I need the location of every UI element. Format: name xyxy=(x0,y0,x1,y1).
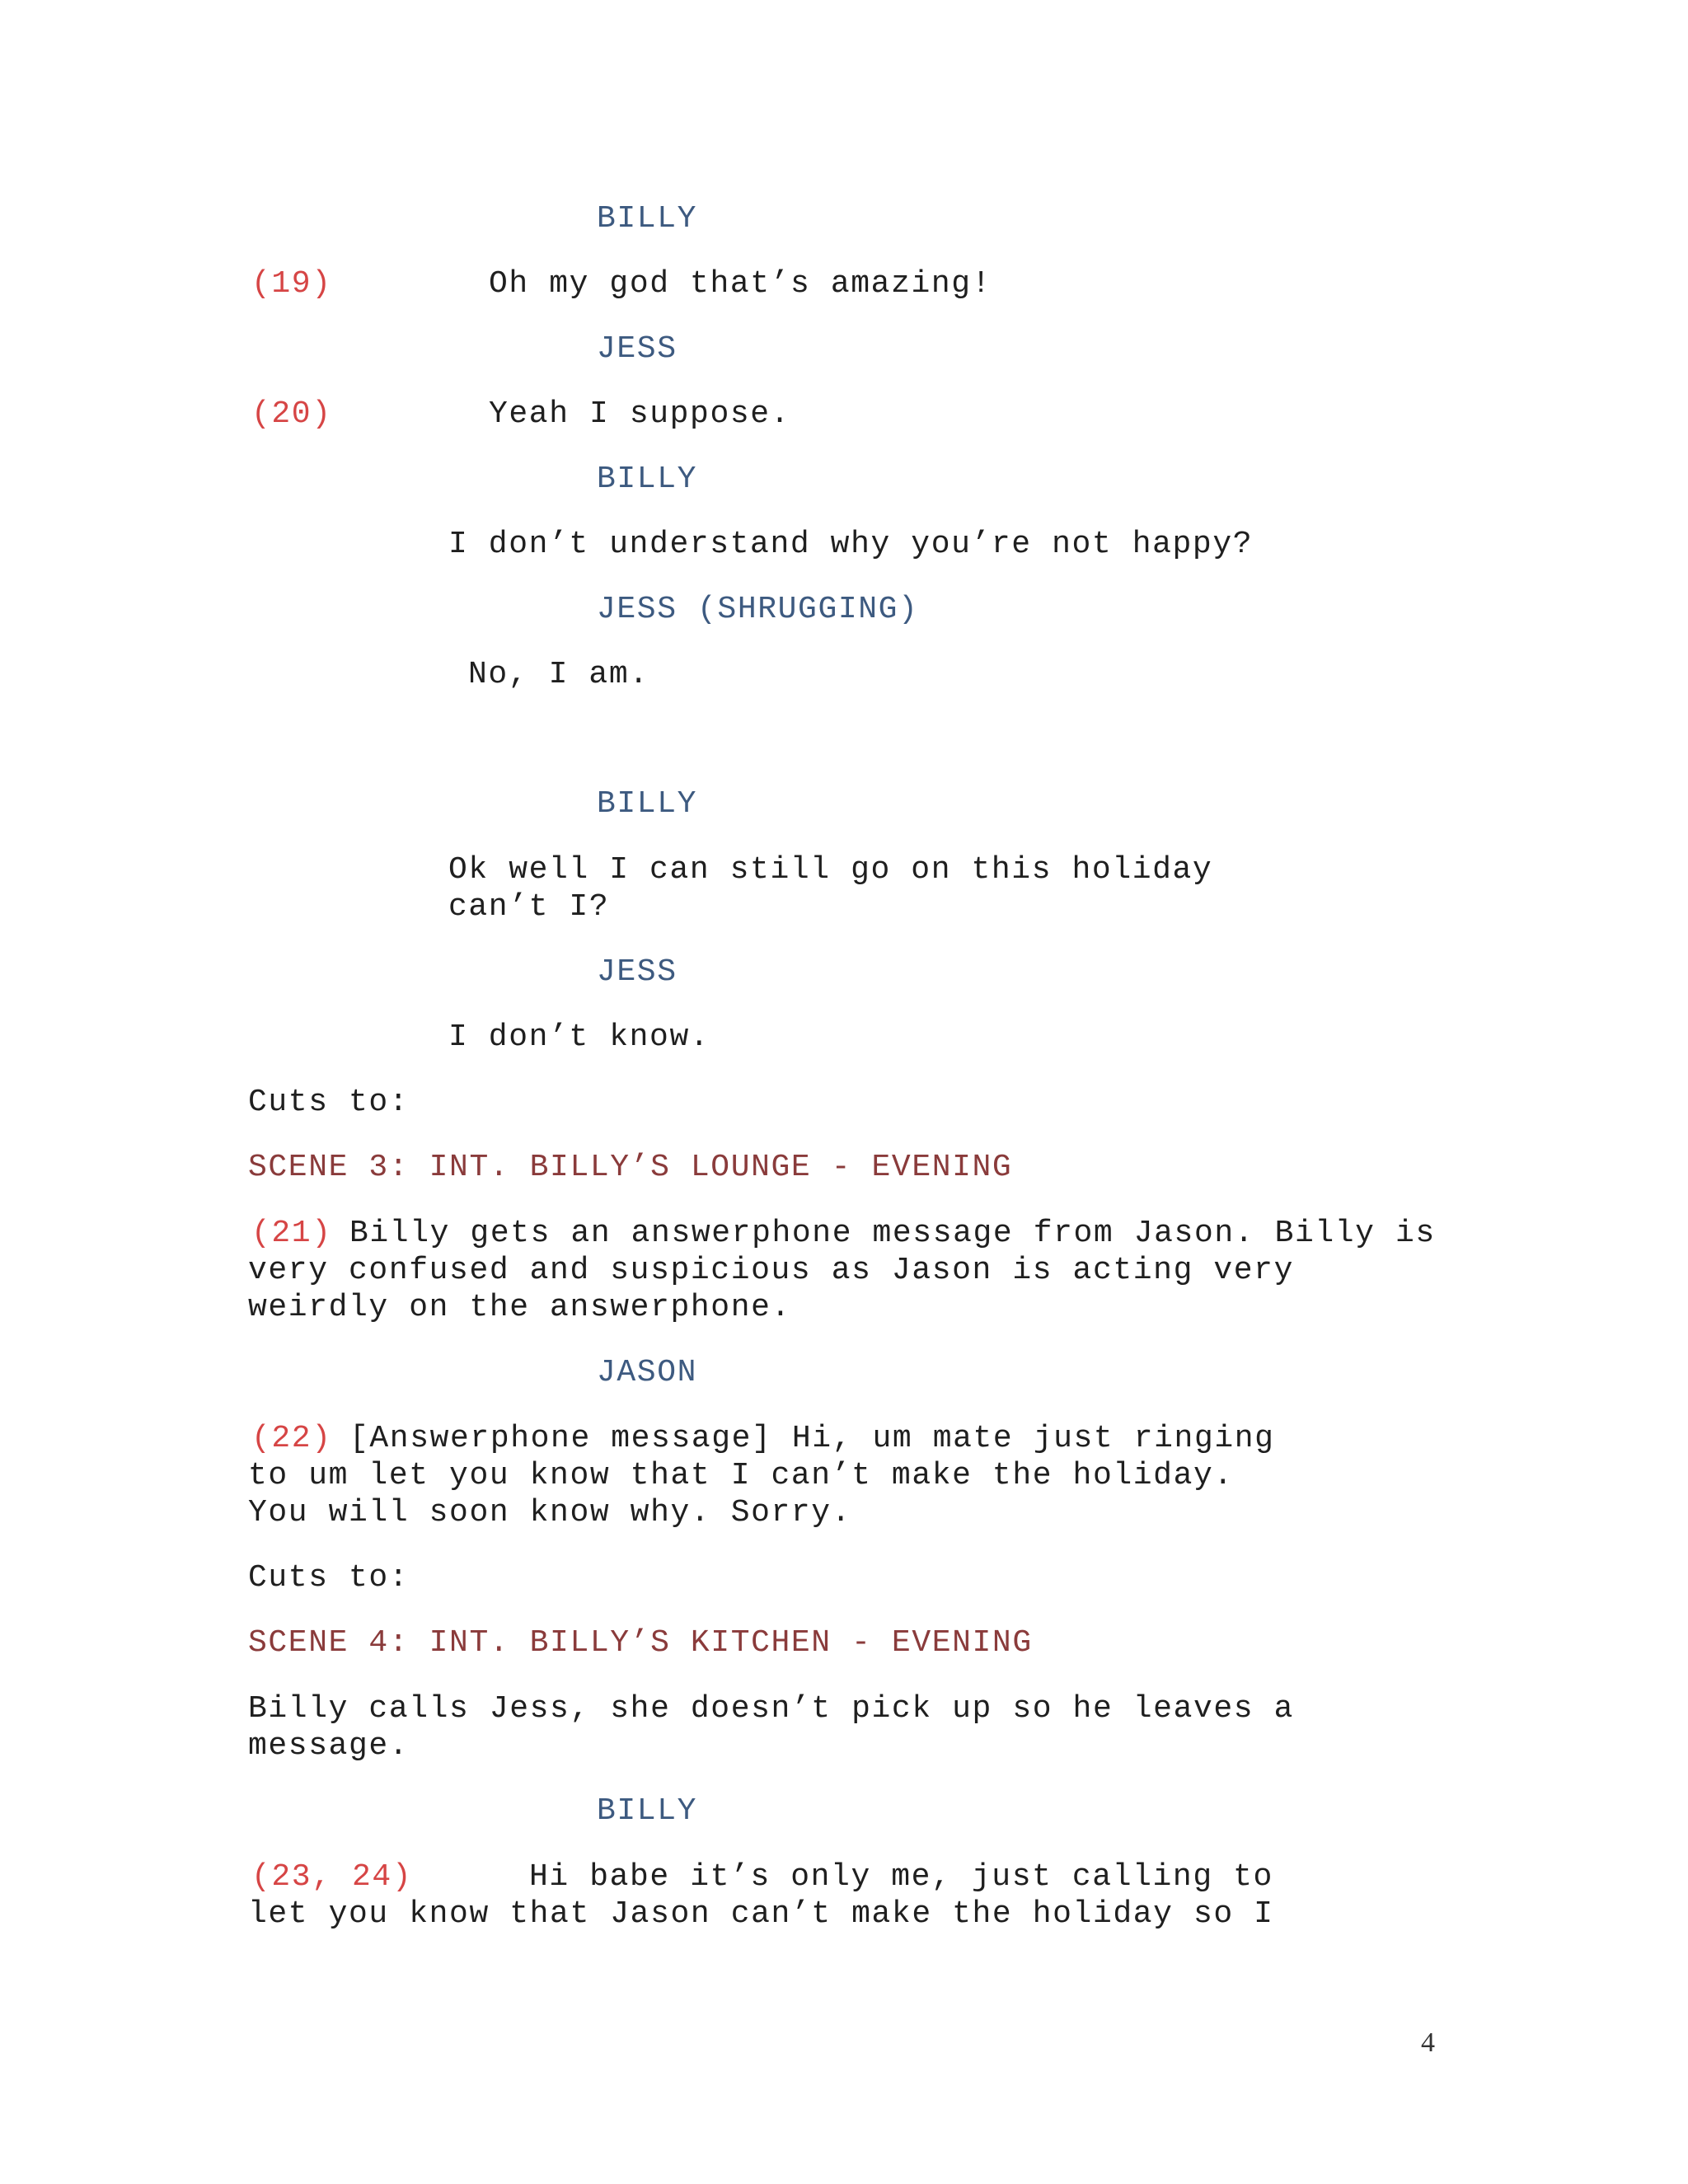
dialogue-line: Ok well I can still go on this holiday xyxy=(448,852,1213,888)
character-cue: BILLY xyxy=(597,1793,698,1829)
action-line: Billy calls Jess, she doesn’t pick up so he leaves a xyxy=(248,1691,1294,1727)
dialogue-line: Yeah I suppose. xyxy=(489,396,791,432)
scene-heading: SCENE 3: INT. BILLY’S LOUNGE - EVENING xyxy=(248,1150,1013,1185)
dialogue-line: I don’t know. xyxy=(448,1019,710,1055)
dialogue-line: You will soon know why. Sorry. xyxy=(248,1495,852,1530)
dialogue-line: let you know that Jason can’t make the holiday so I xyxy=(248,1896,1274,1932)
character-cue: BILLY xyxy=(597,786,698,822)
dialogue-line: Hi babe it’s only me, just calling to xyxy=(529,1859,1273,1895)
dialogue-line: to um let you know that I can’t make the holiday. xyxy=(248,1458,1234,1493)
character-cue: JESS xyxy=(597,954,678,990)
dialogue-line: can’t I? xyxy=(448,889,610,925)
dialogue-line: I don’t understand why you’re not happy? xyxy=(448,527,1254,562)
action-line: message. xyxy=(248,1728,410,1764)
action-line: very confused and suspicious as Jason is acting very xyxy=(248,1253,1294,1288)
shot-number: (19) xyxy=(251,266,332,302)
shot-number: (21) xyxy=(251,1216,332,1251)
dialogue-line: Oh my god that’s amazing! xyxy=(489,266,992,302)
character-cue: JESS (SHRUGGING) xyxy=(597,592,919,627)
shot-number: (22) xyxy=(251,1421,332,1456)
transition: Cuts to: xyxy=(248,1085,410,1120)
dialogue-line: [Answerphone message] Hi, um mate just ringing xyxy=(349,1421,1275,1456)
page-number: 4 xyxy=(1421,2027,1435,2058)
character-cue: BILLY xyxy=(597,462,698,497)
action-line: Billy gets an answerphone message from Jason. Billy is xyxy=(349,1216,1436,1251)
action-line: weirdly on the answerphone. xyxy=(248,1290,791,1325)
character-cue: BILLY xyxy=(597,201,698,237)
character-cue: JASON xyxy=(597,1355,698,1390)
dialogue-line: No, I am. xyxy=(468,657,649,692)
transition: Cuts to: xyxy=(248,1560,410,1596)
scene-heading: SCENE 4: INT. BILLY’S KITCHEN - EVENING xyxy=(248,1625,1033,1661)
shot-number: (23, 24) xyxy=(251,1859,413,1895)
character-cue: JESS xyxy=(597,331,678,367)
shot-number: (20) xyxy=(251,396,332,432)
